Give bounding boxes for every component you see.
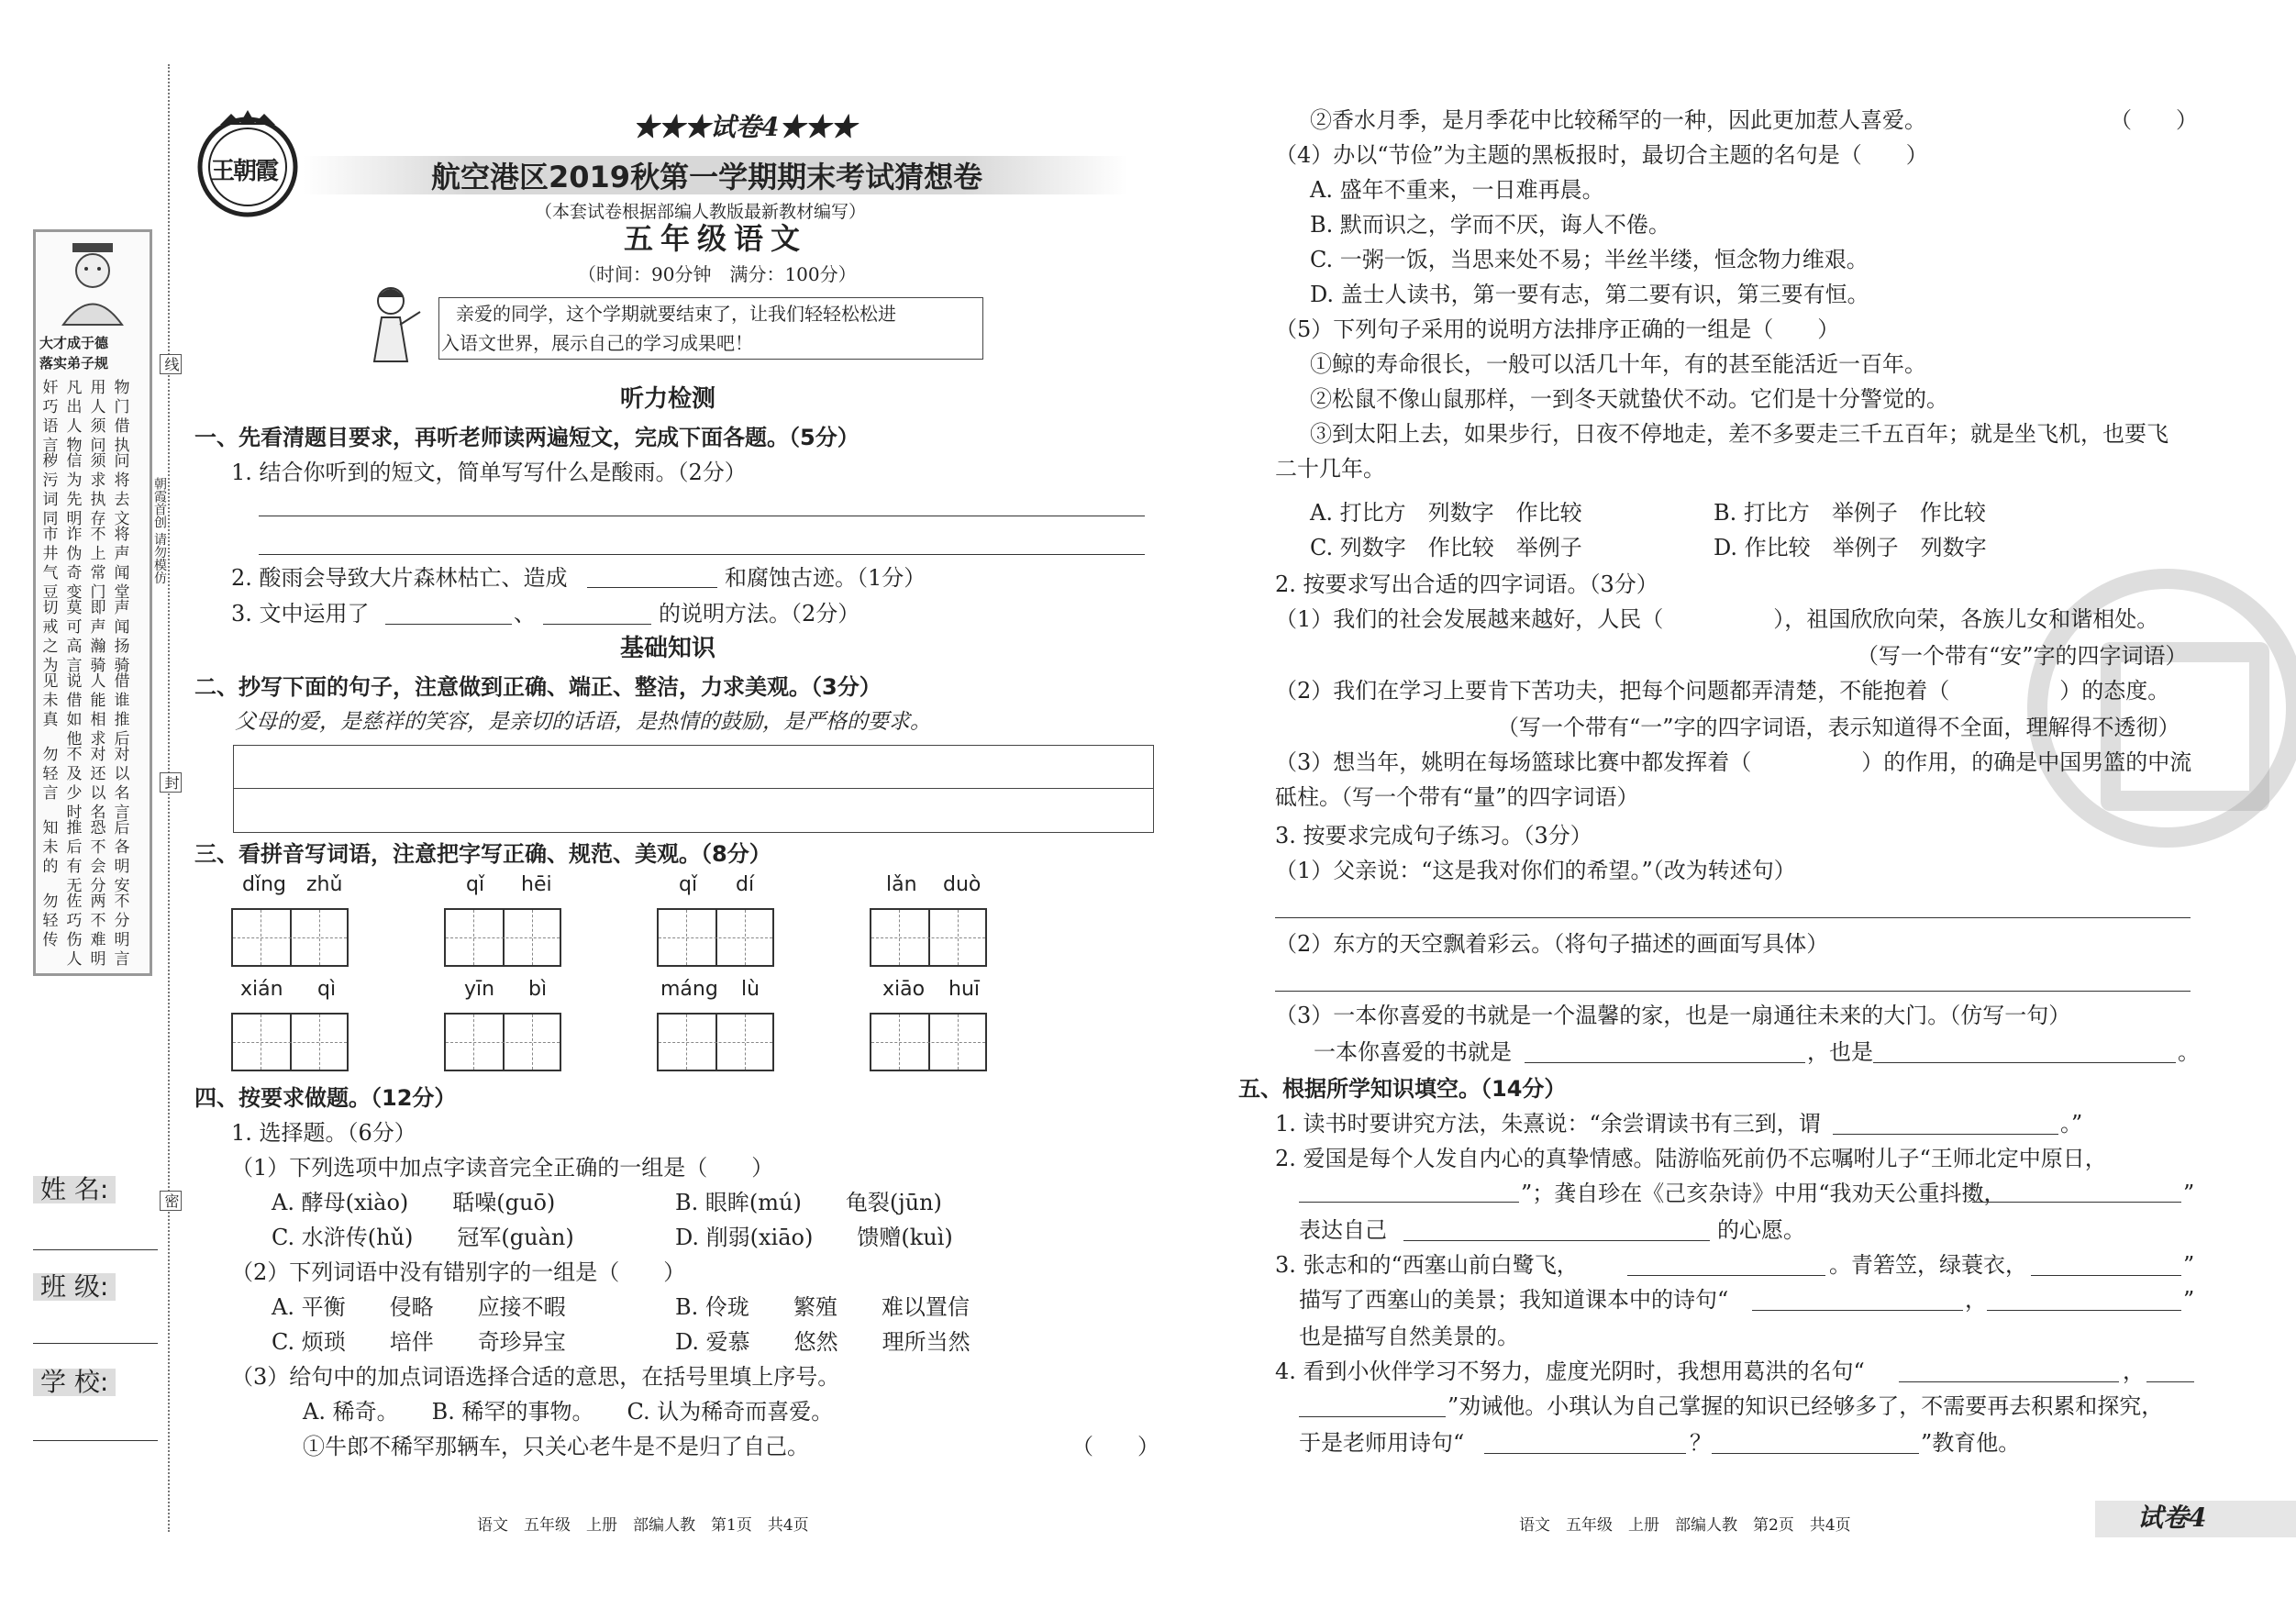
greeting-line-1: 亲爱的同学，这个学期就要结束了，让我们轻轻松松进: [456, 303, 896, 325]
r-q5-D: D. 作比较 举例子 列数字: [1714, 535, 1987, 560]
answer-paren[interactable]: （ ）: [2110, 107, 2198, 133]
pinyin: hēi: [521, 873, 552, 896]
q1-title: 一、先看清题目要求，再听老师读两遍短文，完成下面各题。（5分）: [194, 425, 860, 450]
r-q4-A: A. 盛年不重来，一日难再晨。: [1310, 177, 1604, 203]
binding-dotted-line: [168, 64, 170, 1532]
q1-1: 1. 结合你听到的短文，简单写写什么是酸雨。（2分）: [231, 460, 747, 485]
r-2-1: （1）我们的社会发展越来越好，人民（ ），祖国欣欣向荣，各族儿女和谐相处。: [1275, 606, 2159, 632]
verse-col: 借谁推后: [114, 672, 130, 749]
sidebar-motto-top: 大才成于德: [39, 335, 109, 351]
r-5-4e: ？: [1690, 1430, 1712, 1456]
sidebar-motto-bottom: 落实弟子规: [39, 355, 109, 372]
verse-col: 须求执存: [90, 452, 106, 528]
r-5-4b: ，: [2123, 1359, 2145, 1384]
r-2-1-hint: （写一个带有“安”字的四字词语）: [1857, 643, 2188, 669]
blank-input[interactable]: [1484, 1453, 1686, 1454]
pinyin: qì: [317, 978, 337, 1001]
pinyin: máng: [660, 978, 718, 1001]
verse-col: 将声闻堂: [114, 526, 130, 602]
copy-writing-box[interactable]: [233, 745, 1154, 833]
r-s2: ②香水月季，是月季花中比较稀罕的一种，因此更加惹人喜爱。: [1310, 107, 1926, 133]
r-q4-D: D. 盖士人读书，第一要有志，第二要有识，第三要有恒。: [1310, 282, 1869, 307]
verse-col: 勿轻传: [42, 893, 59, 949]
q1-3-a: 3. 文中运用了: [231, 601, 370, 627]
r-3-3c: 。: [2178, 1039, 2200, 1065]
r-q4-B: B. 默而识之，学而不厌，诲人不倦。: [1310, 212, 1670, 238]
verse-col: 市井气豆: [42, 526, 59, 602]
pinyin: qǐ: [466, 873, 485, 896]
r-q5-3b: 二十几年。: [1275, 456, 1385, 482]
r-5-3d: 描写了西塞山的美景；我知道课本中的诗句“: [1299, 1287, 1729, 1313]
school-label: 学 校:: [33, 1369, 116, 1396]
verse-col: 两不难明: [90, 893, 106, 969]
verse-col: 莫可高言: [66, 599, 83, 675]
name-field[interactable]: [33, 1249, 158, 1250]
verse-col: 物门借执: [114, 379, 130, 455]
blank-input[interactable]: [543, 624, 651, 625]
writing-grid[interactable]: [657, 1013, 774, 1071]
right-page-footer: 语文 五年级 上册 部编人教 第2页 共4页: [1519, 1516, 1851, 1535]
verse-col: 声闻扬骑: [114, 599, 130, 675]
r-3-1: （1）父亲说：“这是我对你们的希望。”（改为转述句）: [1275, 858, 1796, 883]
binding-label-notice: 朝霞首创 请勿模仿: [152, 477, 167, 670]
blank-input[interactable]: [1525, 1062, 1805, 1063]
r-5-3f: ”: [2183, 1287, 2195, 1313]
r-5-2c: ”: [2183, 1181, 2195, 1206]
binding-label-feng: 封: [160, 772, 182, 793]
q4-1-3-options: A. 稀奇。 B. 稀罕的事物。 C. 认为稀奇而喜爱。: [303, 1399, 834, 1425]
binding-label-mi: 密: [160, 1191, 182, 1211]
series-label: ★★★试卷4★★★: [633, 112, 857, 142]
blank-input[interactable]: [2146, 1381, 2194, 1382]
pinyin-grid: [229, 873, 1156, 1093]
q4-1-2-D: D. 爱慕 悠然 理所当然: [675, 1329, 971, 1355]
section-basic: 基础知识: [620, 635, 716, 662]
answer-line[interactable]: [1275, 991, 2191, 992]
r-5-3b: 。青箬笠，绿蓑衣，: [1829, 1252, 2027, 1278]
logo-text: 王朝霞: [211, 158, 278, 185]
r-5-4a: 4. 看到小伙伴学习不努力，虚度光阴时，我想用葛洪的名句“: [1275, 1359, 1865, 1384]
q2-sentence: 父母的爱，是慈祥的笑容，是亲切的话语，是热情的鼓励，是严格的要求。: [235, 710, 931, 734]
blank-input[interactable]: [1873, 1062, 2176, 1063]
publisher-logo: [193, 108, 303, 218]
copy-box-divider: [234, 788, 1153, 789]
q1-3-c: 的说明方法。（2分）: [659, 601, 860, 627]
q4-1-1: （1）下列选项中加点字读音完全正确的一组是（ ）: [231, 1155, 774, 1181]
r-q4: （4）办以“节俭”为主题的黑板报时，最切合主题的名句是（ ）: [1275, 142, 1928, 168]
school-field[interactable]: [33, 1440, 158, 1441]
q4-title: 四、按要求做题。（12分）: [194, 1085, 457, 1111]
exam-title: 航空港区2019秋第一学期期末考试猜想卷: [431, 160, 983, 194]
verse-col: 凡出人物: [66, 379, 83, 455]
verse-col: 信为先明: [66, 452, 83, 528]
q4-1-1-B: B. 眼眸(mú) 龟裂(jūn): [675, 1190, 942, 1215]
verse-col: 对还以名: [90, 746, 106, 822]
pinyin: yīn: [464, 978, 495, 1001]
r-5-1a: 1. 读书时要讲究方法，朱熹说：“余尝谓读书有三到，谓: [1275, 1111, 1821, 1137]
greeting-line-2: 入语文世界，展示自己的学习成果吧！: [441, 332, 753, 354]
verse-col: 佐巧伤人: [66, 893, 83, 969]
r-5-2e: 的心愿。: [1717, 1217, 1805, 1243]
r-5-2b: ”；龚自珍在《己亥杂诗》中用“我劝天公重抖擞，: [1521, 1181, 2006, 1206]
r-3-3b: ，也是: [1807, 1039, 1873, 1065]
r-5-4c: ”劝诫他。小琪认为自己掌握的知识已经够多了，不需要再去积累和探究，: [1447, 1393, 2164, 1419]
q4-1-2-A: A. 平衡 侵略 应接不暇: [272, 1294, 566, 1320]
r-5-2d: 表达自己: [1299, 1217, 1387, 1243]
q3-title: 三、看拼音写词语，注意把字写正确、规范、美观。（8分）: [194, 841, 771, 867]
q4-1-2-B: B. 伶珑 繁殖 难以置信: [675, 1294, 970, 1320]
r-5-2a: 2. 爱国是每个人发自内心的真挚情感。陆游临死前仍不忘嘱咐儿子“王师北定中原日，: [1275, 1146, 2107, 1171]
r-5-1b: 。”: [2060, 1111, 2083, 1137]
r-q5-2: ②松鼠不像山鼠那样，一到冬天就蛰伏不动。它们是十分警觉的。: [1310, 386, 1948, 412]
verse-col: 不分明言: [114, 893, 130, 969]
blank-input[interactable]: [1299, 1202, 1519, 1203]
corner-label: 试卷4: [2137, 1503, 2207, 1533]
r-5-title: 五、根据所学知识填空。（14分）: [1238, 1076, 1567, 1102]
answer-paren[interactable]: （ ）: [1071, 1434, 1159, 1459]
blank-input[interactable]: [1899, 1381, 2119, 1382]
verse-col: 奸巧语言: [42, 379, 59, 455]
r-q5-1: ①鲸的寿命很长，一般可以活几十年，有的甚至能活近一百年。: [1310, 351, 1926, 377]
sidebar-portrait-box: [33, 229, 152, 976]
pinyin: bì: [528, 978, 548, 1001]
verse-col: 不上常门: [90, 526, 106, 602]
writing-grid[interactable]: [231, 1013, 349, 1071]
r-2: 2. 按要求写出合适的四字词语。（3分）: [1275, 571, 1658, 597]
q4-1-3: （3）给句中的加点词语选择合适的意思，在括号里填上序号。: [231, 1364, 840, 1390]
blank-input[interactable]: [2031, 1275, 2181, 1276]
q4-1-1-C: C. 水浒传(hǔ) 冠军(guàn): [272, 1225, 574, 1250]
answer-line[interactable]: [1275, 917, 2191, 918]
q4-1-3-s1: ①牛郎不稀罕那辆车，只关心老牛是不是归了自己。: [303, 1434, 809, 1459]
q1-2-b: 和腐蚀古迹。（1分）: [725, 565, 926, 591]
verse-col: 不及少时: [66, 746, 83, 822]
blank-input[interactable]: [1299, 1416, 1446, 1417]
verse-col: 见未真: [42, 672, 59, 729]
r-2-2-hint: （写一个带有“一”字的四字词语，表示知道得不全面，理解得不透彻）: [1497, 715, 2180, 740]
r-q5-A: A. 打比方 列数字 作比较: [1310, 500, 1582, 526]
blank-input[interactable]: [1712, 1453, 1919, 1454]
verse-col: 恐不会分: [90, 819, 106, 895]
exam-subtitle: （本套试卷根据部编人教版最新教材编写）: [535, 202, 867, 222]
verse-col: 知未的: [42, 819, 59, 876]
q4-1-1-D: D. 削弱(xiāo) 馈赠(kuì): [675, 1225, 953, 1250]
verse-col: 勿轻言: [42, 746, 59, 803]
r-q5-3a: ③到太阳上去，如果步行，日夜不停地走，差不多要走三千五百年；就是坐飞机，也要飞: [1310, 421, 2168, 447]
class-label: 班 级:: [33, 1273, 116, 1301]
blank-input[interactable]: [1403, 1240, 1710, 1241]
verse-col: 即声瀚骑: [90, 599, 106, 675]
verse-col: 人能相求: [90, 672, 106, 749]
pinyin: zhǔ: [306, 873, 343, 896]
left-page-footer: 语文 五年级 上册 部编人教 第1页 共4页: [477, 1516, 809, 1535]
name-label: 姓 名:: [33, 1176, 116, 1203]
pinyin: xiāo: [882, 978, 926, 1001]
writing-grid[interactable]: [444, 908, 561, 967]
blank-input[interactable]: [1833, 1134, 2058, 1135]
verse-col: 诈伪奇变: [66, 526, 83, 602]
class-field[interactable]: [33, 1343, 158, 1344]
sidebar-verses: [41, 379, 146, 969]
writing-grid[interactable]: [444, 1013, 561, 1071]
blank-input[interactable]: [1627, 1275, 1825, 1276]
r-q5-B: B. 打比方 举例子 作比较: [1714, 500, 1986, 526]
pinyin: dí: [736, 873, 755, 896]
r-2-2: （2）我们在学习上要肯下苦功夫，把每个问题都弄清楚，不能抱着（ ）的态度。: [1275, 678, 2170, 704]
blank-input[interactable]: [385, 624, 512, 625]
verse-col: 对以名言: [114, 746, 130, 822]
verse-col: 说借如他: [66, 672, 83, 749]
time-score: （时间：90分钟 满分：100分）: [578, 263, 857, 285]
r-3-2: （2）东方的天空飘着彩云。（将句子描述的画面写具体）: [1275, 931, 1829, 957]
writing-grid[interactable]: [870, 908, 987, 967]
pinyin: huī: [948, 978, 980, 1001]
verse-col: 用人须问: [90, 379, 106, 455]
r-2-3b: 砥柱。（写一个带有“量”的四字词语）: [1275, 784, 1639, 810]
scholar-illustration: [36, 238, 150, 329]
answer-line[interactable]: [259, 554, 1145, 555]
binding-label-xian: 线: [160, 354, 182, 374]
r-5-4d: 于是老师用诗句“: [1299, 1430, 1465, 1456]
r-3: 3. 按要求完成句子练习。（3分）: [1275, 823, 1592, 848]
r-q5: （5）下列句子采用的说明方法排序正确的一组是（ ）: [1275, 316, 1840, 342]
r-5-3e: ，: [1965, 1287, 1987, 1313]
blank-input[interactable]: [1972, 1202, 2181, 1203]
q2-title: 二、抄写下面的句子，注意做到正确、端正、整洁，力求美观。（3分）: [194, 674, 882, 700]
q4-1-2-C: C. 烦琐 培伴 奇珍异宝: [272, 1329, 566, 1355]
blank-input[interactable]: [1752, 1310, 1963, 1311]
q4-1-1-A: A. 酵母(xiào) 聒噪(guō): [272, 1190, 556, 1215]
q4-1-2: （2）下列词语中没有错别字的一组是（ ）: [231, 1259, 686, 1285]
r-5-3a: 3. 张志和的“西塞山前白鹭飞，: [1275, 1252, 1579, 1278]
r-5-4f: ”教育他。: [1921, 1430, 2021, 1456]
r-2-3a: （3）想当年，姚明在每场篮球比赛中都发挥着（ ）的作用，的确是中国男篮的中流: [1275, 749, 2192, 775]
blank-input[interactable]: [587, 587, 717, 588]
verse-col: 秽污词同: [42, 452, 59, 528]
r-5-3g: 也是描写自然美景的。: [1299, 1324, 1519, 1349]
r-3-3a: 一本你喜爱的书就是: [1314, 1039, 1512, 1065]
girl-illustration: [363, 281, 427, 363]
section-listening: 听力检测: [620, 385, 716, 413]
verse-col: 推后有无: [66, 819, 83, 895]
r-5-3c: ”: [2183, 1252, 2195, 1278]
pinyin: lǎn: [886, 873, 917, 896]
r-q5-C: C. 列数字 作比较 举例子: [1310, 535, 1582, 560]
grade-subject: 五年级语文: [624, 221, 808, 256]
q1-3-b: 、: [514, 601, 536, 627]
writing-grid[interactable]: [870, 1013, 987, 1071]
pinyin: duò: [943, 873, 982, 896]
pinyin: lù: [741, 978, 760, 1001]
r-3-3: （3）一本你喜爱的书就是一个温馨的家，也是一扇通往未来的大门。（仿写一句）: [1275, 1003, 2071, 1028]
verse-col: 后各明安: [114, 819, 130, 895]
blank-input[interactable]: [1987, 1310, 2181, 1311]
verse-col: 问将去文: [114, 452, 130, 528]
pinyin: dǐng: [242, 873, 286, 896]
q1-2-a: 2. 酸雨会导致大片森林枯亡、造成: [231, 565, 568, 591]
r-q4-C: C. 一粥一饭，当思来处不易；半丝半缕，恒念物力维艰。: [1310, 247, 1869, 272]
pinyin: xián: [240, 978, 283, 1001]
writing-grid[interactable]: [657, 908, 774, 967]
q4-1: 1. 选择题。（6分）: [231, 1120, 416, 1146]
pinyin: qǐ: [679, 873, 698, 896]
greeting-box: [438, 297, 983, 360]
writing-grid[interactable]: [231, 908, 349, 967]
verse-col: 切戒之为: [42, 599, 59, 675]
